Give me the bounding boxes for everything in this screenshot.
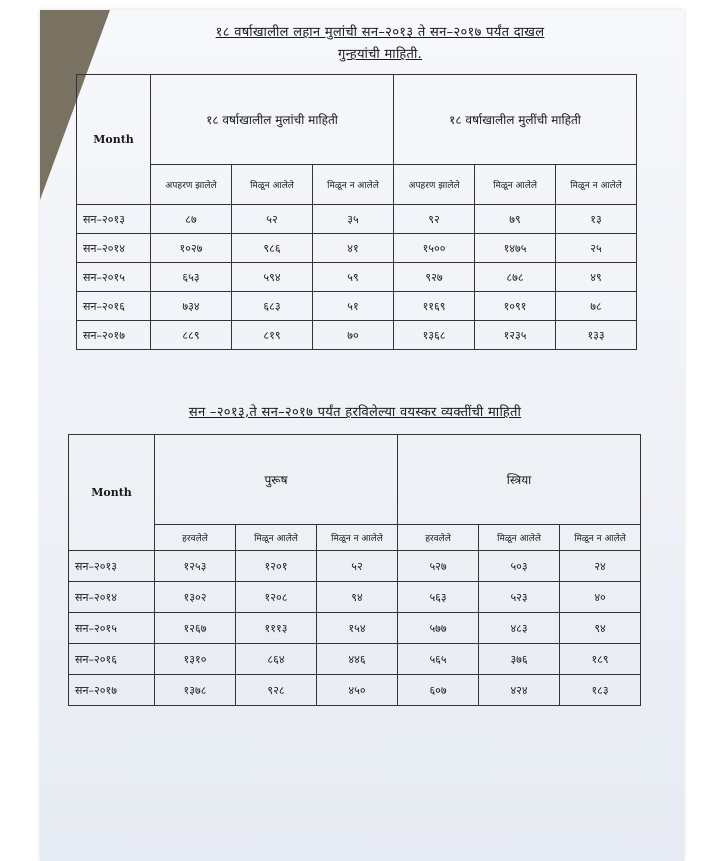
value-cell: १३७८ <box>155 675 236 706</box>
value-cell: ५२३ <box>479 582 560 613</box>
value-cell: ५६५ <box>398 644 479 675</box>
value-cell: ६०७ <box>398 675 479 706</box>
sub-header: हरवलेले <box>155 525 236 551</box>
sub-header: मिळून न आलेले <box>560 525 641 551</box>
sub-header: मिळून आलेले <box>236 525 317 551</box>
table-row <box>77 292 637 321</box>
value-cell: ६८३ <box>232 292 313 321</box>
value-cell: १२३५ <box>475 321 556 350</box>
sub-header: मिळून आलेले <box>475 165 556 205</box>
section1-title-line1: १८ वर्षाखालील लहान मुलांची सन–२०१३ ते सन–२०१७ पर्यंत दाखल <box>215 25 545 40</box>
value-cell: ८८९ <box>151 321 232 350</box>
girls-group-header: १८ वर्षाखालील मुलींची माहिती <box>394 75 637 165</box>
year-cell: सन–२०१५ <box>77 263 151 292</box>
year-cell: सन–२०१४ <box>69 582 155 613</box>
value-cell: ५७७ <box>398 613 479 644</box>
value-cell: ४९ <box>556 263 637 292</box>
value-cell: ४२४ <box>479 675 560 706</box>
value-cell: ७९ <box>475 205 556 234</box>
year-cell: सन–२०१३ <box>69 551 155 582</box>
children-table <box>76 74 637 350</box>
value-cell: ७० <box>313 321 394 350</box>
month-header: Month <box>77 75 151 205</box>
women-group-header: स्त्रिया <box>398 435 641 525</box>
table-row <box>77 321 637 350</box>
month-header: Month <box>69 435 155 551</box>
value-cell: ९४ <box>317 582 398 613</box>
value-cell: १०२७ <box>151 234 232 263</box>
value-cell: ७८ <box>556 292 637 321</box>
men-group-header: पुरूष <box>155 435 398 525</box>
value-cell: ३५ <box>313 205 394 234</box>
value-cell: १८९ <box>560 644 641 675</box>
value-cell: १४७५ <box>475 234 556 263</box>
value-cell: १३०२ <box>155 582 236 613</box>
value-cell: ११६९ <box>394 292 475 321</box>
value-cell: ४४६ <box>317 644 398 675</box>
sub-header: मिळून आलेले <box>232 165 313 205</box>
value-cell: ८७ <box>151 205 232 234</box>
value-cell: ४८३ <box>479 613 560 644</box>
value-cell: १२०८ <box>236 582 317 613</box>
value-cell: १३ <box>556 205 637 234</box>
sub-header: अपहरण झालेले <box>394 165 475 205</box>
value-cell: ९८६ <box>232 234 313 263</box>
value-cell: १२५३ <box>155 551 236 582</box>
value-cell: १५०० <box>394 234 475 263</box>
value-cell: ५२७ <box>398 551 479 582</box>
sub-header: अपहरण झालेले <box>151 165 232 205</box>
table-row <box>69 644 641 675</box>
table-row <box>69 582 641 613</box>
table-row <box>77 263 637 292</box>
sub-header: मिळून आलेले <box>479 525 560 551</box>
adults-table <box>68 434 641 706</box>
value-cell: ४५० <box>317 675 398 706</box>
value-cell: ६५३ <box>151 263 232 292</box>
table-row <box>69 613 641 644</box>
sub-header: मिळून न आलेले <box>556 165 637 205</box>
value-cell: ९२८ <box>236 675 317 706</box>
sub-header: मिळून न आलेले <box>317 525 398 551</box>
table-row <box>77 234 637 263</box>
year-cell: सन–२०१५ <box>69 613 155 644</box>
value-cell: ५९४ <box>232 263 313 292</box>
year-cell: सन–२०१७ <box>77 321 151 350</box>
year-cell: सन–२०१४ <box>77 234 151 263</box>
table-row <box>69 675 641 706</box>
boys-group-header: १८ वर्षाखालील मुलांची माहिती <box>151 75 394 165</box>
table-row <box>77 205 637 234</box>
value-cell: ९४ <box>560 613 641 644</box>
value-cell: २५ <box>556 234 637 263</box>
value-cell: ४० <box>560 582 641 613</box>
year-cell: सन–२०१७ <box>69 675 155 706</box>
value-cell: २४ <box>560 551 641 582</box>
value-cell: १८३ <box>560 675 641 706</box>
table-row <box>69 551 641 582</box>
section2-title <box>115 402 595 424</box>
value-cell: ८७८ <box>475 263 556 292</box>
value-cell: ५२ <box>232 205 313 234</box>
value-cell: ५१ <box>313 292 394 321</box>
year-cell: सन–२०१६ <box>69 644 155 675</box>
value-cell: ५९ <box>313 263 394 292</box>
section1-title <box>130 22 630 66</box>
value-cell: १३३ <box>556 321 637 350</box>
value-cell: १११३ <box>236 613 317 644</box>
value-cell: ९२ <box>394 205 475 234</box>
value-cell: ८६४ <box>236 644 317 675</box>
value-cell: ५०३ <box>479 551 560 582</box>
value-cell: ७३४ <box>151 292 232 321</box>
value-cell: १३६८ <box>394 321 475 350</box>
value-cell: १०९१ <box>475 292 556 321</box>
section2-title-text: सन –२०१३,ते सन–२०१७ पर्यंत हरविलेल्या वयस्कर व्यक्तींची माहिती <box>188 405 522 420</box>
value-cell: ३७६ <box>479 644 560 675</box>
value-cell: ५६३ <box>398 582 479 613</box>
value-cell: १२०१ <box>236 551 317 582</box>
year-cell: सन–२०१६ <box>77 292 151 321</box>
value-cell: ८१९ <box>232 321 313 350</box>
section1-title-line2: गुन्हयांची माहिती. <box>337 47 423 62</box>
value-cell: १३१० <box>155 644 236 675</box>
value-cell: ५२ <box>317 551 398 582</box>
value-cell: ९२७ <box>394 263 475 292</box>
value-cell: १२६७ <box>155 613 236 644</box>
year-cell: सन–२०१३ <box>77 205 151 234</box>
sub-header: हरवलेले <box>398 525 479 551</box>
value-cell: ४१ <box>313 234 394 263</box>
sub-header: मिळून न आलेले <box>313 165 394 205</box>
value-cell: १५४ <box>317 613 398 644</box>
